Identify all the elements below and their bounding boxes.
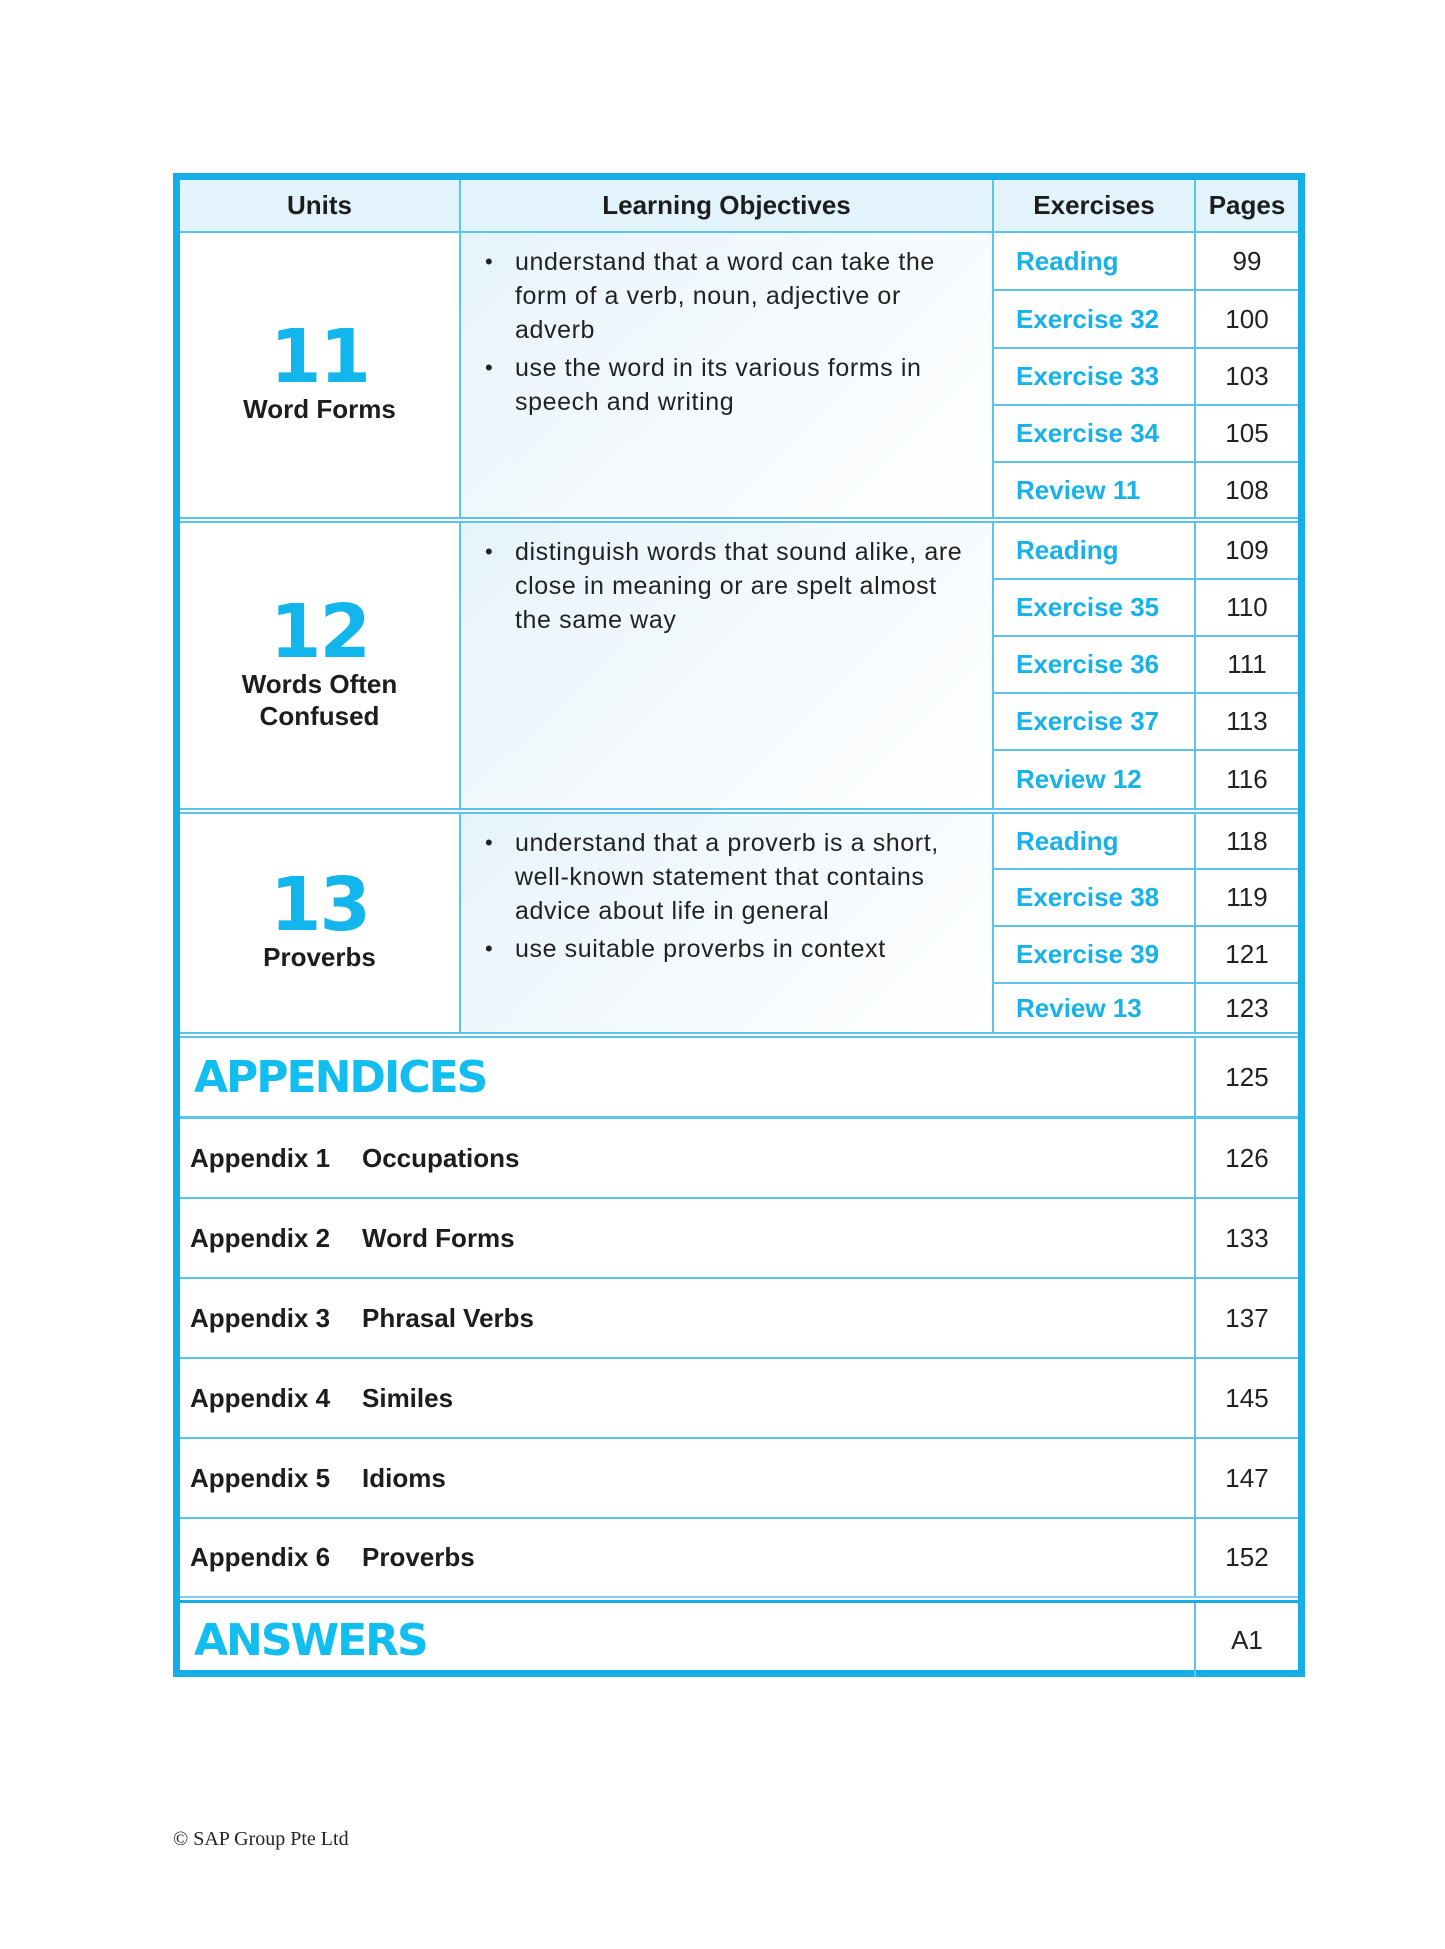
page-number: 103 (1225, 361, 1269, 391)
objectives-11 (459, 233, 992, 517)
appendix-title: Idioms (362, 1462, 446, 1493)
unit-number: 12 (270, 588, 369, 675)
objectives-12 (459, 523, 992, 808)
exercise-link[interactable]: Review 13 (1016, 992, 1142, 1023)
appendix-title: Occupations (362, 1142, 520, 1173)
appendix-label: Appendix 5 (190, 1462, 331, 1493)
appendix-title: Proverbs (362, 1542, 475, 1572)
appendix-item[interactable] (190, 1119, 519, 1197)
table-header (180, 180, 1298, 233)
exercise-link[interactable]: Exercise 33 (1016, 361, 1160, 391)
unit-number: 13 (270, 862, 369, 948)
appendix-label: Appendix 1 (190, 1142, 331, 1173)
exercise-link[interactable]: Reading (1016, 825, 1119, 856)
unit-12 (180, 523, 459, 808)
page-number: 118 (1226, 825, 1268, 856)
page-number: 137 (1225, 1302, 1269, 1333)
page-number: 123 (1225, 992, 1269, 1023)
exercise-link[interactable]: Review 12 (1016, 764, 1142, 794)
header-units: Units (287, 190, 352, 220)
unit-number: 11 (270, 314, 369, 400)
page-number: 111 (1227, 649, 1267, 679)
section-divider (180, 1596, 1298, 1603)
exercise-link[interactable]: Exercise 37 (1016, 706, 1160, 736)
page-number: 108 (1225, 474, 1269, 505)
objective-item: • use the word in its various forms in speech and writing (485, 351, 972, 419)
page-number: 100 (1225, 303, 1269, 334)
page-number: 145 (1225, 1382, 1269, 1413)
objective-item: • distinguish words that sound alike, are close in meaning or are spelt almost the same way (485, 535, 972, 637)
header-pages: Pages (1208, 190, 1286, 220)
exercise-link[interactable]: Exercise 34 (1016, 418, 1160, 448)
page-number: 126 (1225, 1142, 1269, 1173)
unit-name: Proverbs (263, 942, 376, 972)
exercise-link[interactable]: Review 11 (1016, 474, 1141, 505)
page-number: 116 (1226, 764, 1268, 794)
appendix-item[interactable] (190, 1279, 534, 1357)
appendix-label: Appendix 6 (190, 1542, 331, 1572)
unit-name: Words Often Confused (241, 668, 398, 731)
appendix-label: Appendix 2 (190, 1222, 331, 1253)
page-number: 105 (1225, 418, 1269, 448)
exercise-link[interactable]: Reading (1016, 245, 1119, 276)
page-number: 121 (1225, 939, 1269, 969)
page-number: 147 (1225, 1462, 1269, 1493)
objectives-13 (459, 814, 992, 1032)
appendix-title: Similes (362, 1382, 454, 1413)
exercise-link[interactable]: Reading (1016, 535, 1119, 565)
appendix-item[interactable] (190, 1519, 475, 1596)
page-number: 119 (1226, 882, 1268, 912)
exercise-link[interactable]: Exercise 38 (1016, 882, 1160, 912)
appendix-label: Appendix 4 (190, 1382, 331, 1413)
unit-13 (180, 814, 459, 1032)
appendix-item[interactable] (190, 1199, 515, 1277)
appendix-title: Phrasal Verbs (362, 1302, 534, 1333)
exercise-link[interactable]: Exercise 35 (1016, 592, 1160, 622)
exercise-link[interactable]: Exercise 36 (1016, 649, 1160, 679)
contents-table (173, 173, 1305, 1677)
page-number: 110 (1226, 592, 1268, 622)
copyright-footer: © SAP Group Pte Ltd (173, 1828, 349, 1850)
exercise-link[interactable]: Exercise 39 (1016, 939, 1160, 969)
appendix-item[interactable] (190, 1439, 446, 1517)
objective-item: • use suitable proverbs in context (485, 932, 972, 966)
unit-11 (180, 233, 459, 517)
appendices-heading[interactable]: APPENDICES (194, 1051, 487, 1103)
unit-name: Word Forms (243, 394, 396, 424)
answers-heading[interactable]: ANSWERS (194, 1614, 427, 1666)
appendix-title: Word Forms (362, 1222, 515, 1253)
page-number: 109 (1225, 535, 1269, 565)
grid-line (992, 180, 994, 1032)
page-number: 113 (1226, 706, 1268, 736)
header-exercises: Exercises (1033, 190, 1155, 220)
header-objectives: Learning Objectives (602, 190, 851, 220)
page-number: 133 (1225, 1222, 1269, 1253)
exercise-link[interactable]: Exercise 32 (1016, 303, 1160, 334)
appendix-label: Appendix 3 (190, 1302, 331, 1333)
objective-item: • understand that a proverb is a short, well-known statement that contains advice about life in general (485, 826, 972, 928)
appendix-item[interactable] (190, 1359, 453, 1437)
page-number: 152 (1225, 1542, 1269, 1572)
page-number: A1 (1231, 1624, 1263, 1655)
objective-item: • understand that a word can take the form of a verb, noun, adjective or adverb (485, 245, 972, 347)
page-number: 125 (1225, 1061, 1269, 1092)
page-number: 99 (1232, 245, 1262, 276)
